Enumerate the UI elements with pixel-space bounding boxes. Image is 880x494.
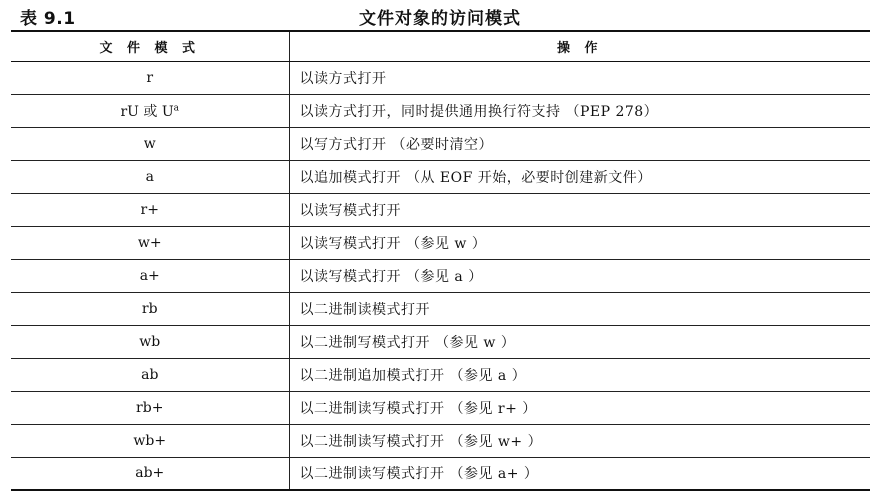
table-header-row: [11, 31, 870, 61]
table-row: [11, 358, 870, 391]
header-file-mode: 文 件 模 式: [11, 31, 289, 61]
mode-cell: wb: [11, 325, 289, 358]
operation-cell: 以读写模式打开 （参见 a ）: [289, 259, 870, 292]
mode-cell: a: [11, 160, 289, 193]
table-row: [11, 94, 870, 127]
mode-cell: ab: [11, 358, 289, 391]
mode-cell: r: [11, 61, 289, 94]
table-row: [11, 457, 870, 490]
mode-cell: [11, 94, 289, 127]
operation-cell: 以追加模式打开 （从 EOF 开始，必要时创建新文件）: [289, 160, 870, 193]
table-row: [11, 292, 870, 325]
table-row: [11, 325, 870, 358]
file-modes-table: [11, 30, 870, 491]
mode-text: rU 或 U: [120, 103, 174, 120]
operation-cell: 以二进制读写模式打开 （参见 r+ ）: [289, 391, 870, 424]
table-row: [11, 127, 870, 160]
table-row: [11, 160, 870, 193]
mode-cell: rb: [11, 292, 289, 325]
table-row: [11, 424, 870, 457]
operation-cell: 以二进制读写模式打开 （参见 w+ ）: [289, 424, 870, 457]
mode-cell: w: [11, 127, 289, 160]
header-operation: 操 作: [289, 31, 870, 61]
operation-cell: 以写方式打开 （必要时清空）: [289, 127, 870, 160]
operation-cell: 以读写模式打开: [289, 193, 870, 226]
mode-cell: rb+: [11, 391, 289, 424]
table-row: [11, 193, 870, 226]
operation-cell: 以二进制读模式打开: [289, 292, 870, 325]
mode-cell: w+: [11, 226, 289, 259]
table-row: [11, 61, 870, 94]
table-number: 表 9.1: [20, 9, 76, 29]
footnote-marker: a: [173, 102, 180, 113]
operation-cell: 以读写模式打开 （参见 w ）: [289, 226, 870, 259]
table-row: [11, 259, 870, 292]
mode-cell: ab+: [11, 457, 289, 490]
operation-cell: 以读方式打开，同时提供通用换行符支持 （PEP 278）: [289, 94, 870, 127]
table-caption: [14, 2, 866, 28]
operation-cell: 以读方式打开: [289, 61, 870, 94]
table-row: [11, 226, 870, 259]
mode-cell: wb+: [11, 424, 289, 457]
mode-cell: r+: [11, 193, 289, 226]
operation-cell: 以二进制读写模式打开 （参见 a+ ）: [289, 457, 870, 490]
mode-cell: a+: [11, 259, 289, 292]
table-title: 文件对象的访问模式: [359, 9, 521, 29]
table-row: [11, 391, 870, 424]
operation-cell: 以二进制追加模式打开 （参见 a ）: [289, 358, 870, 391]
operation-cell: 以二进制写模式打开 （参见 w ）: [289, 325, 870, 358]
